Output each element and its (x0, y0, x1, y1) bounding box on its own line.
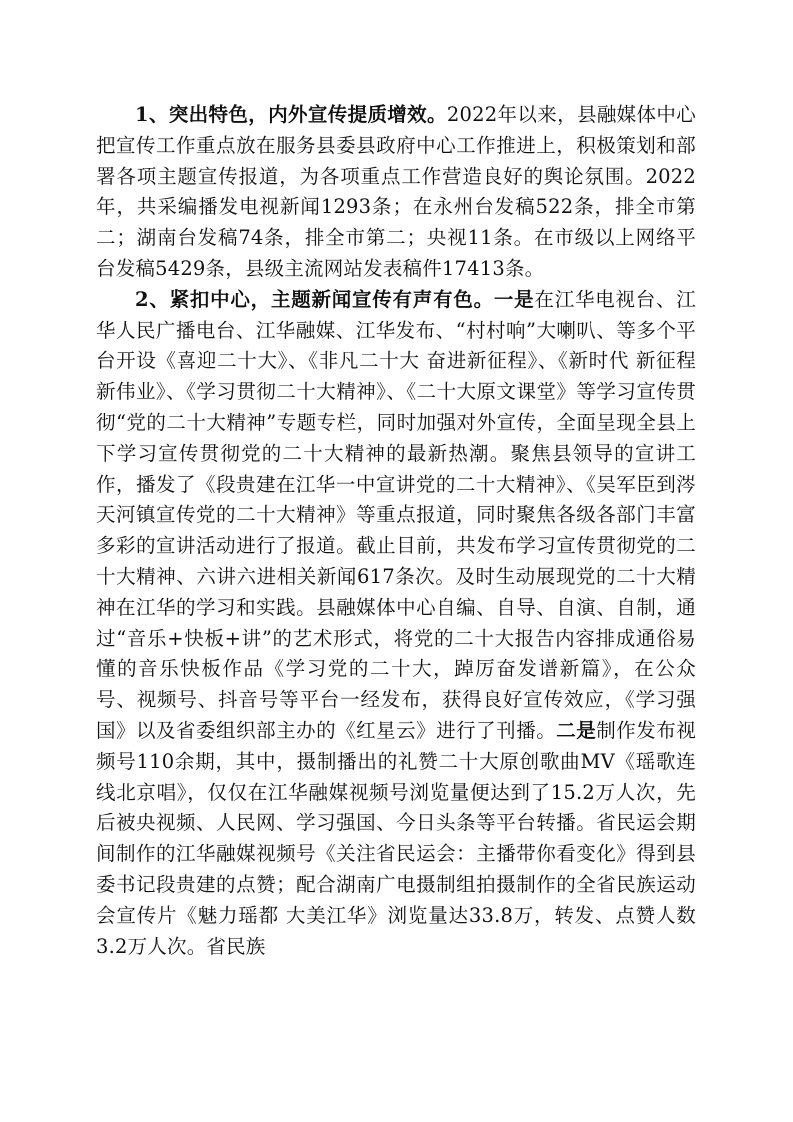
paragraph-1-heading: 1、突出特色，内外宣传提质增效。 (135, 103, 447, 126)
paragraph-2-marker-2: 二是 (556, 718, 597, 742)
paragraph-1 (96, 100, 696, 285)
paragraph-1-body: 2022年以来，县融媒体中心把宣传工作重点放在服务县委县政府中心工作推进上，积极策划和部署各项主题宣传报道，为各项重点工作营造良好的舆论氛围。2022年，共采编播发电视新闻1293条；在永州台发稿522条，排全市第二；湖南台发稿74条，排全市第二；央视11条。在市级以上网络平台发稿5429条，县级主流网站发表稿件17413条。 (96, 103, 696, 280)
paragraph-2-heading: 2、紧扣中心，主题新闻宣传有声有色。 (135, 287, 494, 311)
paragraph-2-body-2: 制作发布视频号110余期，其中，摄制播出的礼赞二十大原创歌曲MV《瑶歌连线北京唱》，仅仅在江华融媒视频号浏览量便达到了15.2万人次，先后被央视频、人民网、学习强国、今日头条等平台转播。省民运会期间制作的江华融媒视频号《关注省民运会：主播带你看变化》得到县委书记段贵建的点赞；配合湖南广电摄制组拍摄制作的全省民族运动会宣传片《魅力瑶都 大美江华》浏览量达33.8万，转发、点赞人数3.2万人次。省民族 (96, 718, 696, 958)
document-page (96, 100, 696, 962)
paragraph-2-body-1: 在江华电视台、江华人民广播电台、江华融媒、江华发布、“村村响”大喇叭、等多个平台开设《喜迎二十大》、《非凡二十大 奋进新征程》、《新时代 新征程 新伟业》、《学习贯彻二十大精神》、《二十大原文课堂》等学习宣传贯彻“党的二十大精神”专题专栏，同时加强对外宣传，全面呈现全县上下学习宣传贯彻党的二十大精神的最新热潮。聚焦县领导的宣讲工作，播发了《段贵建在江华一中宣讲党的二十大精神》、《吴军臣到涔天河镇宣传党的二十大精神》等重点报道，同时聚焦各级各部门丰富多彩的宣讲活动进行了报道。截止目前，共发布学习宣传贯彻党的二十大精神、六讲六进相关新闻617条次。及时生动展现党的二十大精神在江华的学习和实践。县融媒体中心自编、自导、自演、自制，通过“音乐+快板+讲”的艺术形式，将党的二十大报告内容排成通俗易懂的音乐快板作品《学习党的二十大，踔厉奋发谱新篇》，在公众号、视频号、抖音号等平台一经发布，获得良好宣传效应，《学习强国》以及省委组织部主办的《红星云》进行了刊播。 (96, 287, 697, 742)
paragraph-2 (96, 285, 696, 963)
paragraph-2-marker-1: 一是 (493, 287, 535, 311)
